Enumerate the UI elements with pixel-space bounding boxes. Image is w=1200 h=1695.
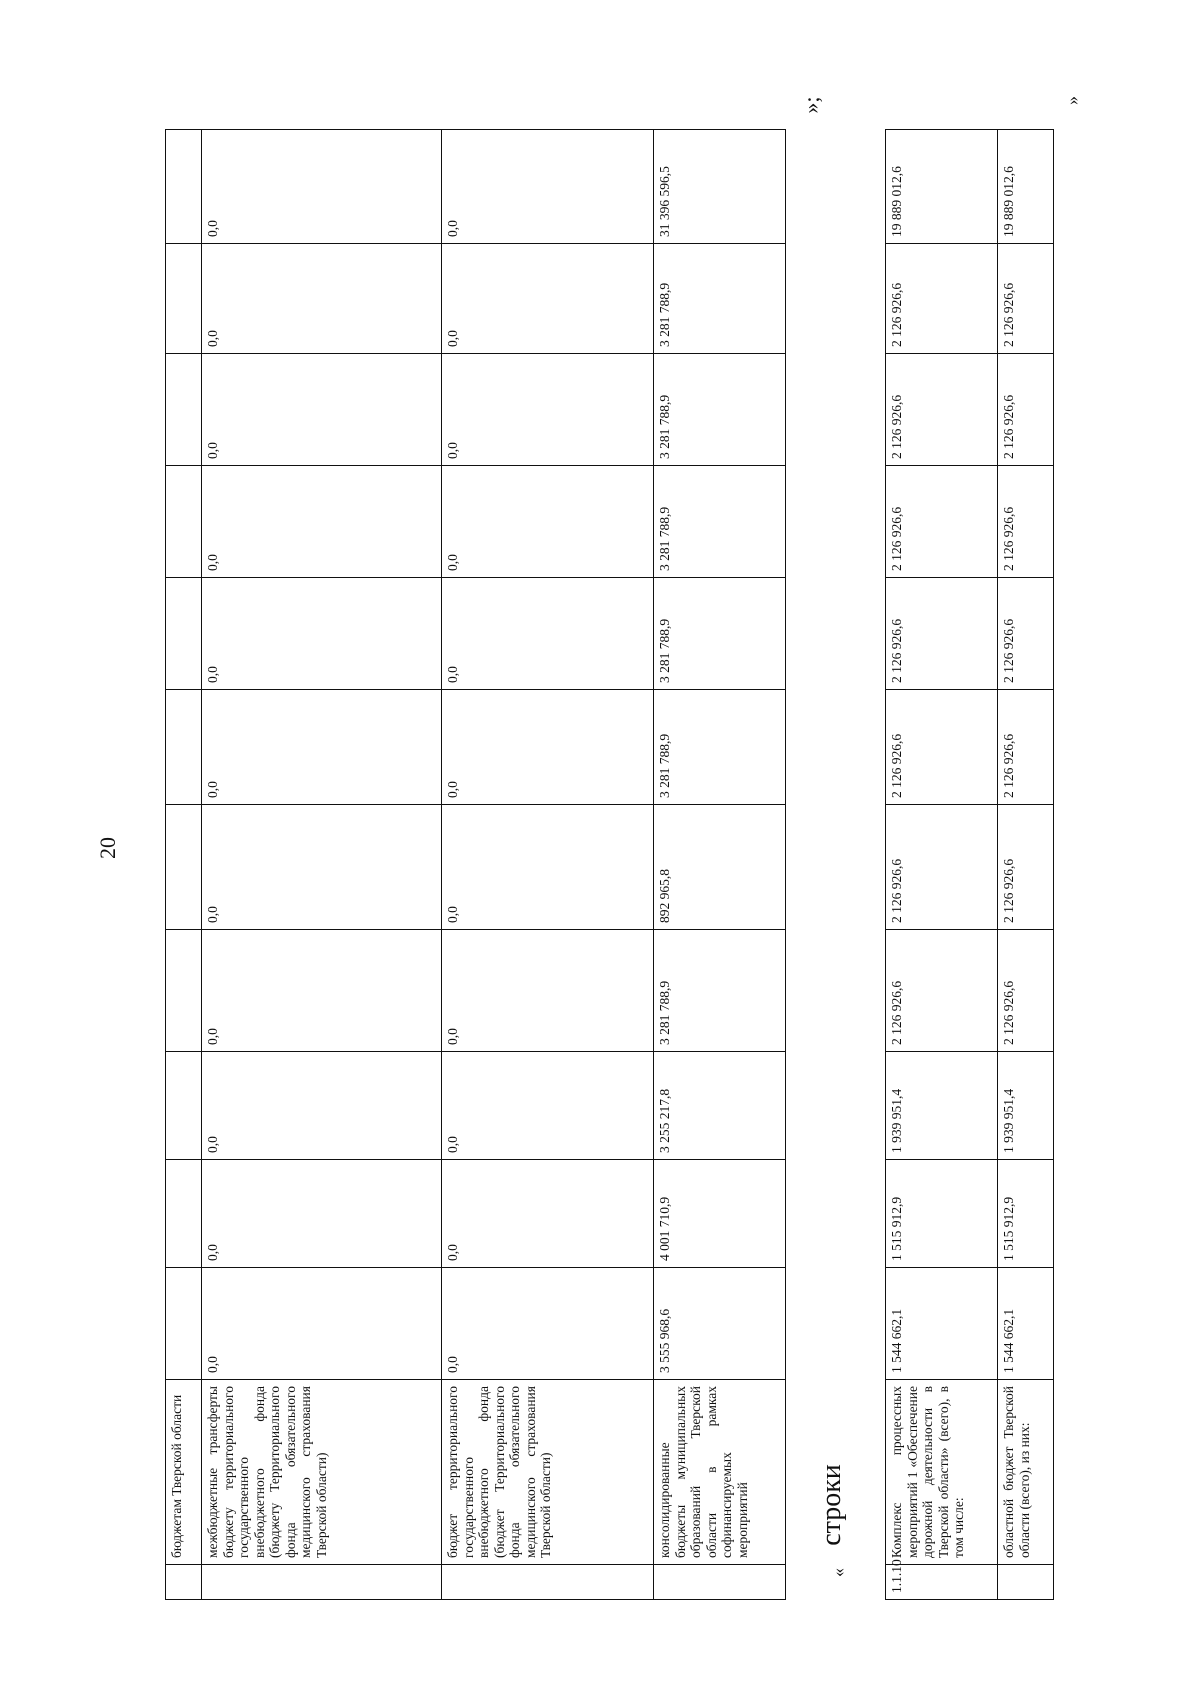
value-cell xyxy=(166,578,202,690)
value-cell xyxy=(166,244,202,354)
value-cell: 3 555 968,6 xyxy=(654,1268,786,1380)
value-cell: 3 281 788,9 xyxy=(654,244,786,354)
table-row xyxy=(442,130,654,1600)
value-cell: 0,0 xyxy=(442,805,654,930)
value-cell xyxy=(166,690,202,805)
row-number-cell xyxy=(166,1565,202,1600)
value-cell: 2 126 926,6 xyxy=(998,805,1054,930)
value-cell: 2 126 926,6 xyxy=(886,805,998,930)
value-cell: 2 126 926,6 xyxy=(998,354,1054,466)
value-cell: 2 126 926,6 xyxy=(998,244,1054,354)
value-cell: 31 396 596,5 xyxy=(654,130,786,244)
value-cell: 3 281 788,9 xyxy=(654,690,786,805)
value-cell: 0,0 xyxy=(202,578,442,690)
value-cell: 0,0 xyxy=(442,130,654,244)
value-cell: 1 544 662,1 xyxy=(998,1268,1054,1380)
value-cell: 2 126 926,6 xyxy=(886,930,998,1052)
value-cell xyxy=(166,1160,202,1268)
value-cell xyxy=(166,1052,202,1160)
row-number-cell xyxy=(442,1565,654,1600)
value-cell: 0,0 xyxy=(202,130,442,244)
budget-table-bottom xyxy=(885,129,1054,1600)
value-cell: 0,0 xyxy=(202,1268,442,1380)
value-cell xyxy=(166,354,202,466)
value-cell: 0,0 xyxy=(202,1160,442,1268)
value-cell: 2 126 926,6 xyxy=(886,578,998,690)
value-cell: 1 939 951,4 xyxy=(886,1052,998,1160)
value-cell xyxy=(166,130,202,244)
table-row xyxy=(166,130,202,1600)
section-heading: строки xyxy=(816,1464,847,1546)
page-number: 20 xyxy=(95,837,120,859)
row-number-cell xyxy=(654,1565,786,1600)
value-cell: 0,0 xyxy=(202,466,442,578)
opening-quote: « xyxy=(828,1568,848,1577)
value-cell: 2 126 926,6 xyxy=(998,466,1054,578)
value-cell: 19 889 012,6 xyxy=(886,130,998,244)
value-cell: 0,0 xyxy=(202,805,442,930)
value-cell: 0,0 xyxy=(202,244,442,354)
value-cell: 2 126 926,6 xyxy=(998,578,1054,690)
value-cell: 0,0 xyxy=(202,1052,442,1160)
value-cell xyxy=(166,466,202,578)
value-cell: 0,0 xyxy=(442,1160,654,1268)
value-cell: 0,0 xyxy=(442,466,654,578)
value-cell: 0,0 xyxy=(202,354,442,466)
closing-quote-semicolon: »; xyxy=(798,96,824,114)
row-number-cell xyxy=(202,1565,442,1600)
value-cell: 3 281 788,9 xyxy=(654,466,786,578)
value-cell: 3 281 788,9 xyxy=(654,930,786,1052)
table-row xyxy=(998,130,1054,1600)
table-row xyxy=(654,130,786,1600)
row-label: бюджет территориального государственного внебюджетного фонда (бюджет Территориального фонда обязательного медицинского страхования Тверской области) xyxy=(442,1380,654,1565)
value-cell: 0,0 xyxy=(442,1052,654,1160)
row-label: консолидированные бюджеты муниципальных образований Тверской области в рамках софинансируемых мероприятий xyxy=(654,1380,786,1565)
table-row xyxy=(886,130,998,1600)
row-label: бюджетам Тверской области xyxy=(166,1380,202,1565)
value-cell: 892 965,8 xyxy=(654,805,786,930)
row-label: областной бюджет Тверской области (всего), из них: xyxy=(998,1380,1054,1565)
value-cell: 3 281 788,9 xyxy=(654,354,786,466)
budget-table-top-wrapper xyxy=(165,166,785,1600)
value-cell: 0,0 xyxy=(202,690,442,805)
closing-quote: » xyxy=(1062,96,1082,105)
row-number-cell: 1.1.10 xyxy=(886,1565,998,1600)
value-cell: 2 126 926,6 xyxy=(886,354,998,466)
value-cell: 0,0 xyxy=(442,930,654,1052)
value-cell: 0,0 xyxy=(442,354,654,466)
value-cell: 3 281 788,9 xyxy=(654,578,786,690)
value-cell: 0,0 xyxy=(442,690,654,805)
value-cell: 4 001 710,9 xyxy=(654,1160,786,1268)
row-number-cell xyxy=(998,1565,1054,1600)
table-row xyxy=(202,130,442,1600)
row-label: межбюджетные трансферты бюджету территориального государственного внебюджетного фонда (бюджету Территориального фонда обязательного медицинского страхования Тверской области) xyxy=(202,1380,442,1565)
value-cell: 1 515 912,9 xyxy=(886,1160,998,1268)
value-cell: 1 544 662,1 xyxy=(886,1268,998,1380)
value-cell xyxy=(166,1268,202,1380)
value-cell xyxy=(166,805,202,930)
value-cell: 2 126 926,6 xyxy=(886,244,998,354)
value-cell: 0,0 xyxy=(442,244,654,354)
value-cell xyxy=(166,930,202,1052)
value-cell: 2 126 926,6 xyxy=(998,930,1054,1052)
value-cell: 1 515 912,9 xyxy=(998,1160,1054,1268)
value-cell: 2 126 926,6 xyxy=(886,466,998,578)
row-label: Комплекс процессных мероприятий 1 «Обеспечение дорожной деятельности в Тверской области» (всего), в том числе: xyxy=(886,1380,998,1565)
value-cell: 1 939 951,4 xyxy=(998,1052,1054,1160)
value-cell: 0,0 xyxy=(442,578,654,690)
value-cell: 0,0 xyxy=(202,930,442,1052)
budget-table-bottom-wrapper xyxy=(885,166,1053,1600)
value-cell: 2 126 926,6 xyxy=(886,690,998,805)
value-cell: 19 889 012,6 xyxy=(998,130,1054,244)
budget-table-top xyxy=(165,129,786,1600)
value-cell: 3 255 217,8 xyxy=(654,1052,786,1160)
value-cell: 0,0 xyxy=(442,1268,654,1380)
value-cell: 2 126 926,6 xyxy=(998,690,1054,805)
